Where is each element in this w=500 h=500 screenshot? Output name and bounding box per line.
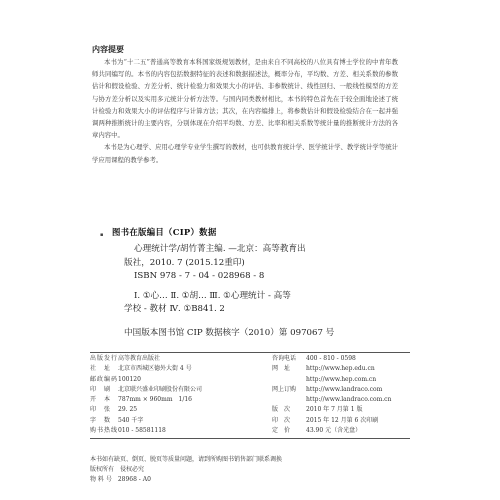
abstract-paragraph: 本书是为心理学、应用心理学专业学生撰写的教材，也可供教育统计学、医学统计学、教学统计学等统计学应用课程的教学参考。 <box>92 143 398 164</box>
colophon-row: 印 次 2015 年 12 月第 6 次印刷 <box>272 416 379 424</box>
notice-line: 本书如有缺页、倒页、脱页等质量问题，请到所购图书销售部门联系调换 <box>90 456 283 463</box>
cip-title-line: 心理统计学/胡竹菁主编. —北京：高等教育出 <box>134 244 306 254</box>
colophon-row: 社 址 北京市西城区德外大街 4 号 <box>90 365 192 373</box>
colophon-bottom-rule <box>90 438 410 439</box>
notice-block <box>90 455 282 485</box>
notice-line: 物 料 号 28968 - A0 <box>90 476 151 483</box>
abstract-paragraph: 本书为“十二五”普通高等教育本科国家级规划教材，是由来自不同高校的八位具有博士学位的中青年教师共同编写的。本书的内容包括数据特征的表述和数据描述法，概率分布，平均数、方差、相关系数的参数估计和假设检验、方差分析、统计检验力和效果大小的评估、非参数统计、线性回归、一般线性模型的方差与协方差分析以及实用多元统计分析方法等。与国内同类教材相比，本书的特色首先在于较全面地论述了统计检验力和效果大小的评估程序与计算方法；其次，在内容编排上，将参数估计和假设检验结合在一起并强调两种推断统计的主要内容，分别体现在介绍平均数、方差、比率和相关系数等统计量的推断统计方法的各章内容中。 <box>92 58 398 140</box>
abstract-body <box>92 56 398 166</box>
colophon-row: 印 刷 北京联兴盛业印刷股份有限公司 <box>90 385 203 393</box>
cip-record <box>124 243 374 317</box>
colophon-row: 邮政编码100120 <box>90 375 141 383</box>
colophon-row: 购书热线010 - 58581118 <box>90 427 166 435</box>
cip-isbn-line: ISBN 978 - 7 - 04 - 028968 - 8 <box>134 271 265 281</box>
colophon-row: http://www.hep.com.cn <box>306 375 377 383</box>
abstract-title: 内容提要 <box>92 44 124 54</box>
colophon-row: 开 本 787mm × 960mm 1/16 <box>90 396 192 404</box>
colophon-row: http://www.landraco.com.cn <box>306 396 392 404</box>
colophon-row: 版 次 2010 年 7 月第 1 版 <box>272 406 363 414</box>
colophon-top-rule <box>90 352 410 353</box>
cip-classification-line: 学校 - 教材 Ⅳ. ①B841. 2 <box>124 304 225 314</box>
colophon-row: 出版发行高等教育出版社 <box>90 355 161 362</box>
colophon-row: 咨询电话 400 - 810 - 0598 <box>272 355 356 362</box>
colophon-row: 网上订购 http://www.landraco.com <box>272 385 383 393</box>
colophon-right <box>272 354 391 436</box>
colophon-row: 印 张 29. 25 <box>90 406 138 414</box>
colophon-row: 网 址 http://www.hep.edu.cn <box>272 365 375 373</box>
colophon-left <box>90 354 202 436</box>
cip-publisher-line: 版社，2010. 7 (2015.12重印) <box>124 257 245 268</box>
cip-record-number: 中国版本图书馆 CIP 数据核字（2010）第 097067 号 <box>124 328 335 338</box>
margin-mark: ▪ <box>100 232 104 238</box>
colophon-row: 字 数 540 千字 <box>90 416 144 424</box>
cip-heading: 图书在版编目（CIP）数据 <box>112 227 217 237</box>
cip-classification-line: Ⅰ. ①心… Ⅱ. ①胡… Ⅲ. ①心理统计 - 高等 <box>134 290 291 301</box>
notice-line: 版权所有 侵权必究 <box>90 466 145 473</box>
colophon-row: 定 价 43.90 元（含光盘） <box>272 427 362 435</box>
